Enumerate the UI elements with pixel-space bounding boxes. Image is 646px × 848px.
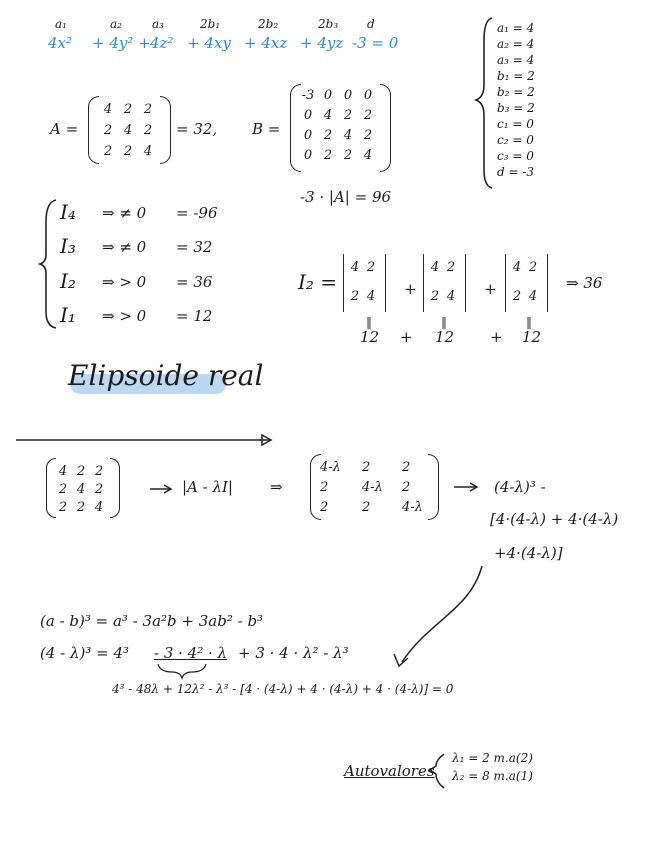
identity-line-1: (a - b)³ = a³ - 3a²b + 3ab² - b³ xyxy=(40,612,264,630)
autovalores-label: Autovalores xyxy=(344,762,435,780)
matrix-cell: 2 xyxy=(320,500,329,515)
invariants-brace xyxy=(40,200,56,328)
matrix-cell: 2 xyxy=(350,289,360,304)
i2-plus: + xyxy=(484,280,497,298)
matrix-cell: 0 xyxy=(323,88,333,103)
coefficient-item: d = -3 xyxy=(497,165,535,179)
invariant-name: I₄ xyxy=(60,200,76,224)
invariant-value: = -96 xyxy=(176,204,218,222)
matrix-cell: 2 xyxy=(343,108,353,123)
matrix-cell: 4 xyxy=(323,108,333,123)
i2-equals-mark: ‖ xyxy=(366,315,372,329)
expansion-line-1: (4-λ)³ - xyxy=(494,478,546,496)
matrix-cell: 4 xyxy=(350,260,360,275)
equation-term: + 4y² + xyxy=(92,34,151,52)
matrix-cell: 2 xyxy=(143,123,153,138)
coef-label: 2b₁ xyxy=(200,17,221,31)
matrix-cell: 2 xyxy=(123,102,133,117)
coefficient-item: a₃ = 4 xyxy=(497,53,535,67)
matrix-cell: 4 xyxy=(528,289,538,304)
invariant-condition: ⇒ > 0 xyxy=(102,273,147,291)
i2-result: ⇒ 36 xyxy=(566,274,603,292)
invariant-condition: ⇒ ≠ 0 xyxy=(102,238,147,256)
invariant-condition: ⇒ > 0 xyxy=(102,307,147,325)
matrix-cell: 2 xyxy=(58,482,68,497)
invariant-value: = 12 xyxy=(176,307,213,325)
invariant-name: I₂ xyxy=(60,269,76,293)
i2-plus: + xyxy=(404,280,417,298)
coef-label: 2b₂ xyxy=(258,17,279,31)
matrix-cell: 4-λ xyxy=(402,500,423,515)
matrix-cell: 2 xyxy=(366,260,376,275)
coef-label: a₁ xyxy=(55,17,67,31)
matrix-cell: 2 xyxy=(430,289,440,304)
matrix-cell: 2 xyxy=(320,480,329,495)
matrix-cell: 4-λ xyxy=(320,460,341,475)
identity-line-2-lhs: (4 - λ)³ = 4³ xyxy=(40,644,130,662)
equation-term: -3 = 0 xyxy=(352,34,399,52)
i2-bottom-term: + xyxy=(490,328,503,346)
matrix-cell: 2 xyxy=(402,460,411,475)
eigen-det-expression: |A - λI| xyxy=(182,478,233,496)
matrix-cell: 4 xyxy=(446,289,456,304)
determinant-line: -3 · |A| = 96 xyxy=(300,188,392,206)
coefficient-item: c₃ = 0 xyxy=(497,149,534,163)
equation-term: 4x² xyxy=(48,34,73,52)
curved-arrow xyxy=(402,566,482,662)
matrix-cell: 4-λ xyxy=(362,480,383,495)
i2-bottom-term: 12 xyxy=(435,328,455,346)
matrix-cell: 2 xyxy=(323,128,333,143)
matrix-cell: 4 xyxy=(94,500,104,515)
coefficient-item: c₂ = 0 xyxy=(497,133,534,147)
matrix-cell: 2 xyxy=(512,289,522,304)
i2-label: I₂ = xyxy=(298,270,338,294)
i2-bottom-term: + xyxy=(400,328,413,346)
matrix-cell: 0 xyxy=(343,88,353,103)
expansion-line-2: [4·(4-λ) + 4·(4-λ) xyxy=(490,510,619,528)
matrix-cell: -3 xyxy=(301,88,315,103)
matrix-b-label: B = xyxy=(252,120,281,138)
eigenvalue-line: λ₂ = 8 m.a(1) xyxy=(452,769,533,783)
underbrace xyxy=(158,664,206,678)
coef-label: 2b₃ xyxy=(318,17,339,31)
invariant-value: = 36 xyxy=(176,273,213,291)
matrix-cell: 2 xyxy=(76,500,86,515)
identity-line-2-rest: + 3 · 4 · λ² - λ³ xyxy=(238,644,349,662)
equation-term: + 4xz xyxy=(244,34,288,52)
identity-line-2-underlined: - 3 · 4² · λ xyxy=(154,644,228,662)
matrix-cell: 2 xyxy=(343,148,353,163)
coefficient-item: b₂ = 2 xyxy=(497,85,535,99)
matrix-cell: 2 xyxy=(94,464,104,479)
matrix-a-determinant: = 32, xyxy=(176,120,218,138)
matrix-cell: 2 xyxy=(76,464,86,479)
matrix-cell: 4 xyxy=(143,144,153,159)
matrix-cell: 4 xyxy=(103,102,113,117)
coefficient-item: b₁ = 2 xyxy=(497,69,535,83)
coefficient-item: c₁ = 0 xyxy=(497,117,534,131)
coef-label: a₃ xyxy=(152,17,164,31)
matrix-cell: 2 xyxy=(363,108,373,123)
invariant-condition: ⇒ ≠ 0 xyxy=(102,204,147,222)
matrix-cell: 0 xyxy=(303,128,313,143)
matrix-cell: 2 xyxy=(123,144,133,159)
matrix-cell: 2 xyxy=(103,123,113,138)
matrix-cell: 4 xyxy=(363,148,373,163)
invariant-name: I₁ xyxy=(60,303,76,327)
coef-label: d xyxy=(367,17,375,31)
invariant-name: I₃ xyxy=(60,234,76,258)
matrix-cell: 2 xyxy=(362,460,371,475)
coefficient-item: a₂ = 4 xyxy=(497,37,535,51)
coef-label: a₂ xyxy=(110,17,122,31)
matrix-a-label: A = xyxy=(50,120,79,138)
matrix-cell: 4 xyxy=(58,464,68,479)
i2-bottom-term: 12 xyxy=(522,328,542,346)
equation-term: + 4yz xyxy=(300,34,344,52)
equation-term: 4z² xyxy=(150,34,174,52)
i2-equals-mark: ‖ xyxy=(441,315,447,329)
matrix-cell: 2 xyxy=(323,148,333,163)
expansion-line-3: +4·(4-λ)] xyxy=(494,544,563,562)
coefficients-brace xyxy=(476,18,492,188)
matrix-cell: 4 xyxy=(76,482,86,497)
matrix-cell: 4 xyxy=(123,123,133,138)
matrix-cell: 2 xyxy=(446,260,456,275)
equation-term: + 4xy xyxy=(187,34,231,52)
matrix-cell: 4 xyxy=(430,260,440,275)
matrix-cell: 2 xyxy=(362,500,371,515)
matrix-cell: 4 xyxy=(343,128,353,143)
eigen-implies: ⇒ xyxy=(270,478,283,496)
matrix-cell: 2 xyxy=(402,480,411,495)
matrix-cell: 2 xyxy=(94,482,104,497)
matrix-cell: 0 xyxy=(303,148,313,163)
matrix-cell: 4 xyxy=(366,289,376,304)
matrix-cell: 2 xyxy=(103,144,113,159)
coefficient-item: a₁ = 4 xyxy=(497,21,535,35)
matrix-cell: 2 xyxy=(143,102,153,117)
matrix-cell: 2 xyxy=(528,260,538,275)
i2-bottom-term: 12 xyxy=(360,328,380,346)
conclusion-text: Elipsoide real xyxy=(68,359,264,392)
identity-line-3: 4³ - 48λ + 12λ² - λ³ - [4 · (4-λ) + 4 · (4-λ) + 4 · (4-λ)] = 0 xyxy=(112,682,454,696)
matrix-cell: 2 xyxy=(363,128,373,143)
coefficient-item: b₃ = 2 xyxy=(497,101,535,115)
matrix-cell: 0 xyxy=(363,88,373,103)
eigenvalue-line: λ₁ = 2 m.a(2) xyxy=(452,751,533,765)
matrix-cell: 0 xyxy=(303,108,313,123)
matrix-cell: 2 xyxy=(58,500,68,515)
autovalores-brace xyxy=(430,754,444,788)
i2-equals-mark: ‖ xyxy=(526,315,532,329)
invariant-value: = 32 xyxy=(176,238,213,256)
matrix-cell: 4 xyxy=(512,260,522,275)
